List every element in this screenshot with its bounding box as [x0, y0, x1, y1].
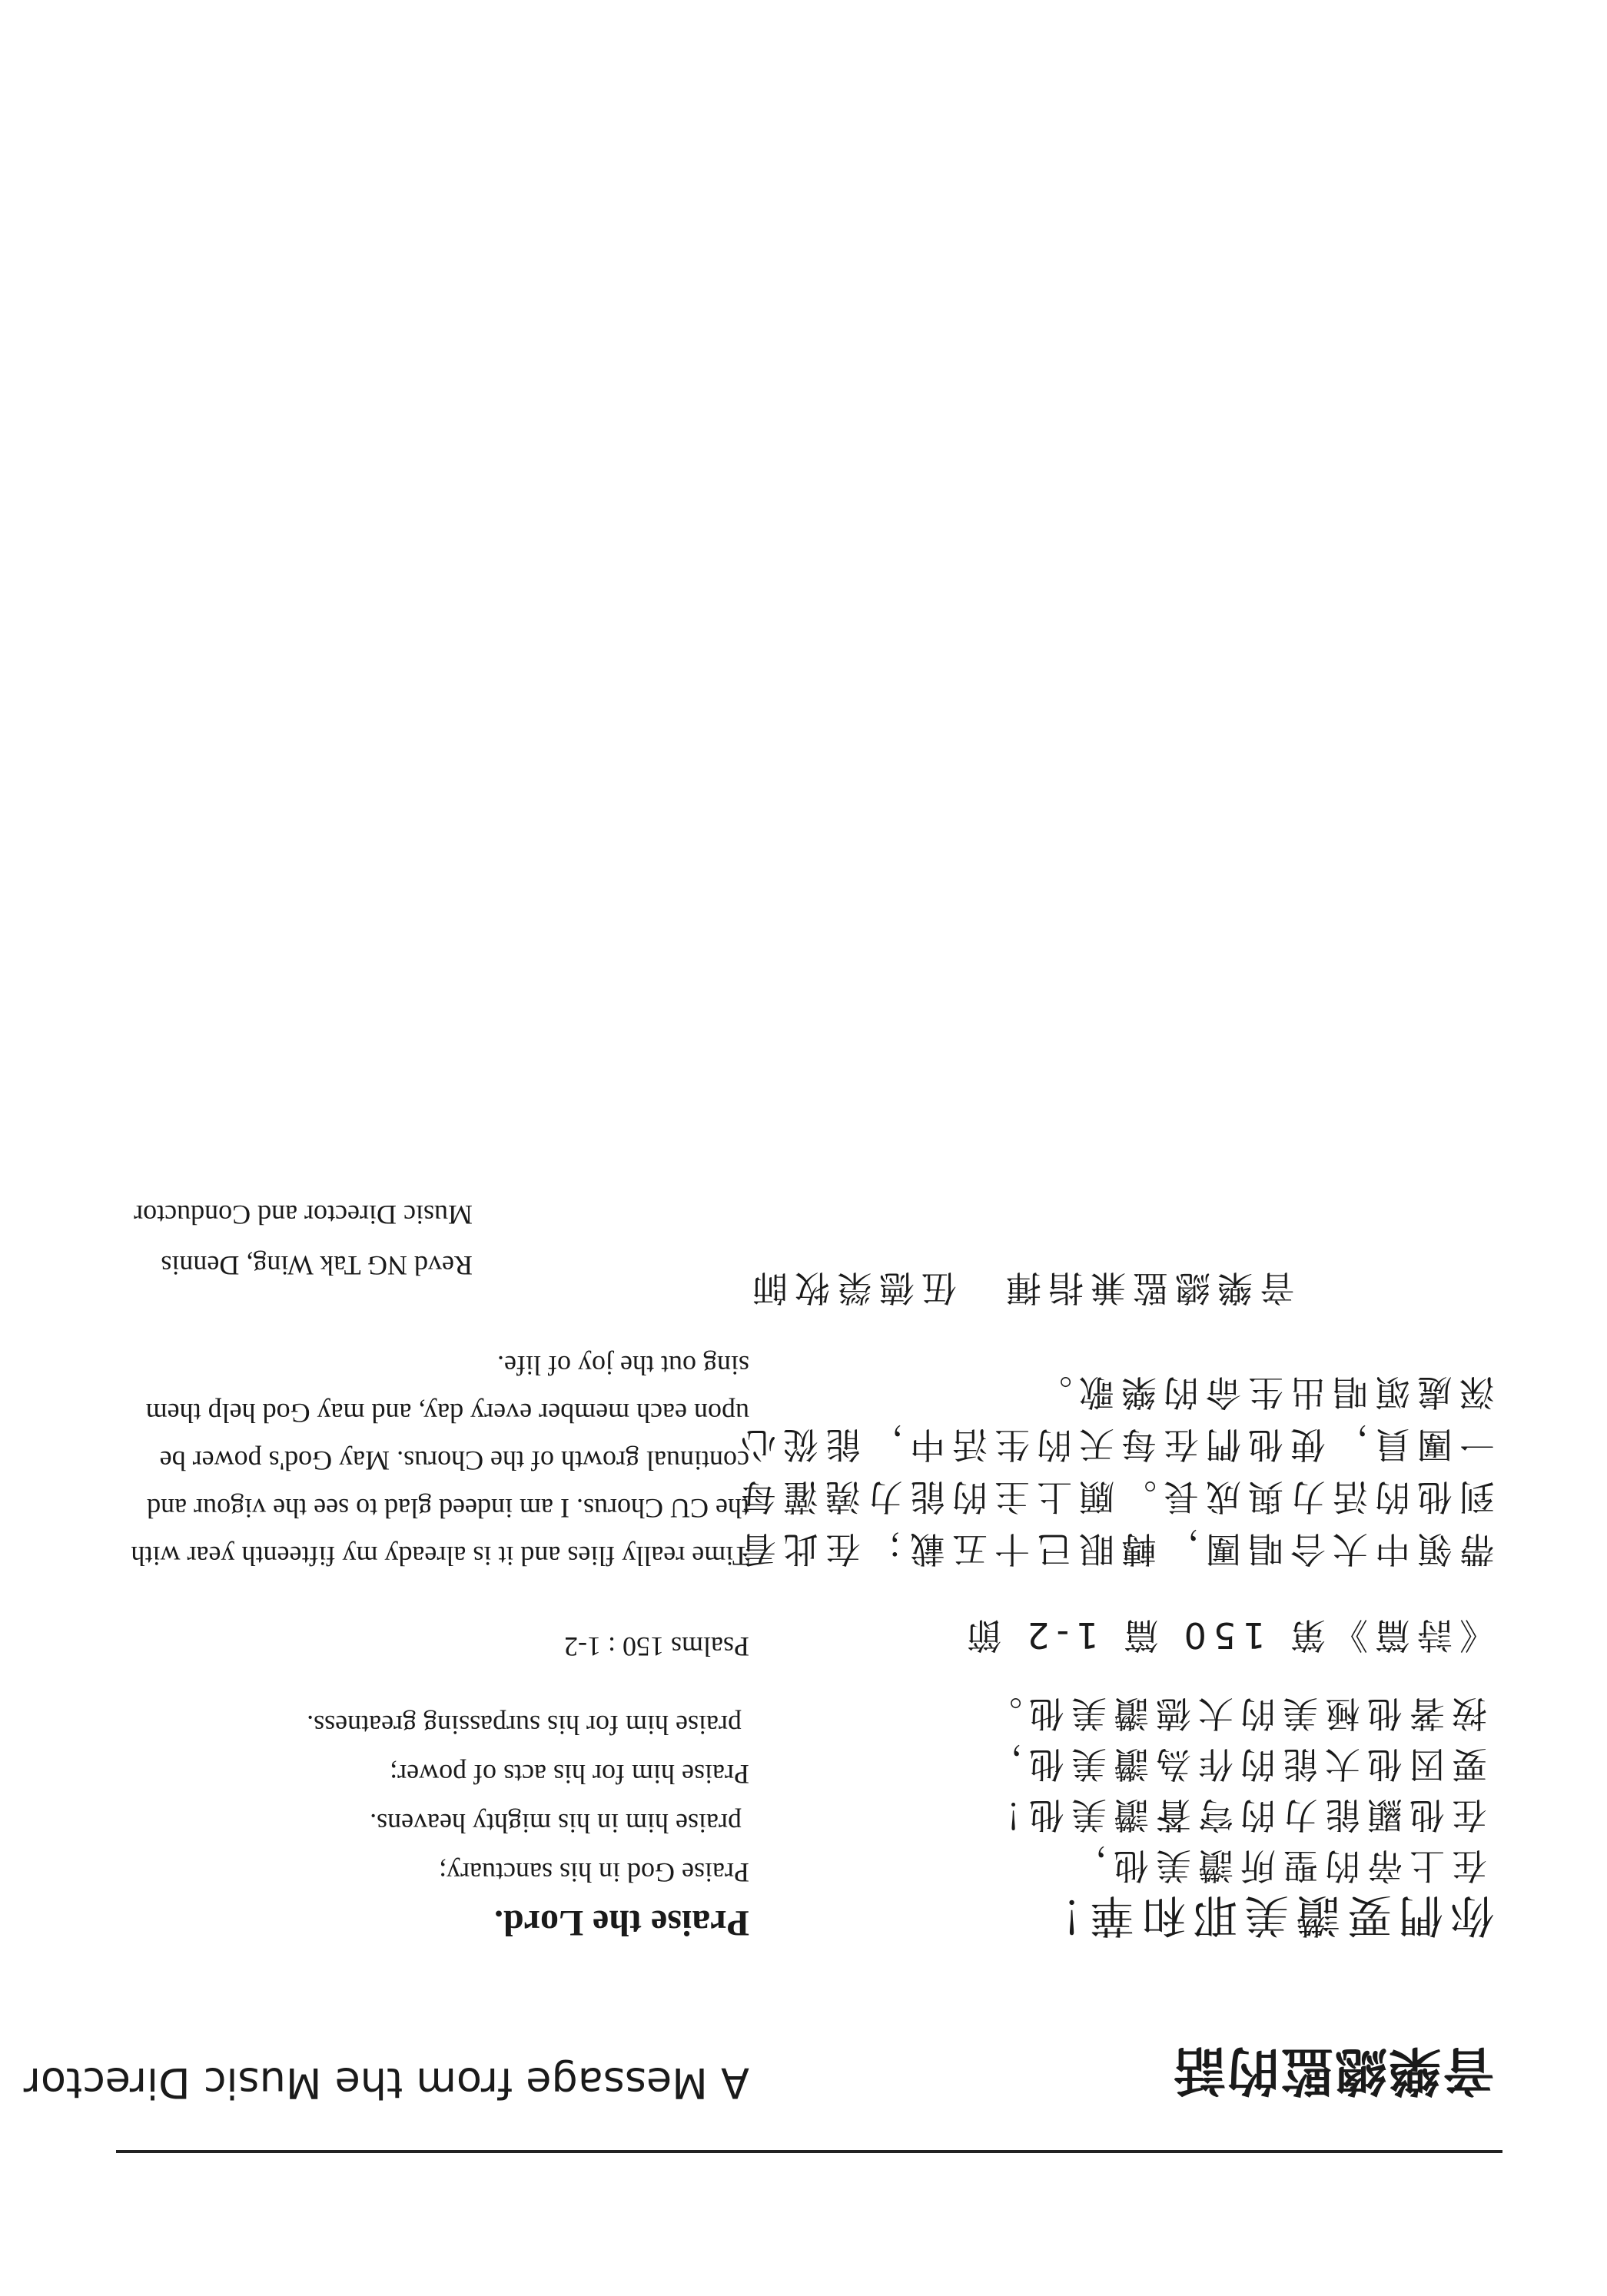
- message-en-line: sing out the joy of life.: [497, 1350, 749, 1381]
- message-zh-line: 帶領中大合唱團，轉眼已十五載；在此看: [734, 1528, 1495, 1570]
- message-zh-line: 深處頌唱出生命的樂歌。: [1030, 1372, 1495, 1413]
- message-en-line: the CU Chorus. I am indeed glad to see the vigour and: [147, 1493, 749, 1524]
- message-en-line: upon each member every day, and may God help them: [145, 1398, 749, 1428]
- signature-chinese: 音樂總監兼指揮 伍德榮牧師: [745, 1267, 1295, 1309]
- psalm-zh-citation: 《詩篇》第 150 篇 1-2 節: [959, 1614, 1495, 1656]
- title-chinese: 音樂總監的話: [1171, 2039, 1495, 2100]
- psalm-en-line: Praise the Lord.: [494, 1903, 749, 1943]
- psalm-zh-line: 在他顯能力的穹蒼讚美他！: [980, 1794, 1487, 1836]
- psalm-zh-line: 在上帝的聖所讚美他，: [1064, 1845, 1487, 1886]
- psalm-zh-line: 要因他大能的作為讚美他，: [980, 1744, 1487, 1785]
- message-en-line: continual growth of the Chorus. May God's power be: [159, 1445, 749, 1476]
- message-zh-line: 到他的活力與成長。願上主的能力澆灌每: [734, 1476, 1495, 1518]
- title-english: A Message from the Music Director: [23, 2059, 749, 2107]
- message-zh-line: 一團員，使他們在每天的生活中，能從心: [734, 1424, 1495, 1465]
- psalm-en-line: Praise him for his acts of power;: [390, 1759, 749, 1790]
- signature-role: Music Director and Conductor: [134, 1199, 473, 1230]
- signature-name: Revd NG Tak Wing, Dennis: [161, 1250, 473, 1281]
- psalm-en-line: Praise God in his sanctuary;: [439, 1857, 749, 1888]
- psalm-en-line: praise him in his mighty heavens.: [370, 1808, 742, 1839]
- psalm-en-line: praise him for his surpassing greatness.: [307, 1710, 742, 1740]
- psalm-en-citation: Psalms 150 : 1-2: [563, 1631, 749, 1662]
- psalm-zh-line: 你們要讚美耶和華！: [1031, 1890, 1495, 1942]
- header-rule: [116, 2150, 1502, 2153]
- psalm-zh-line: 按著他極美的大德讚美他。: [980, 1693, 1487, 1734]
- message-en-line: Time really flies and it is already my fifteenth year with: [131, 1541, 749, 1571]
